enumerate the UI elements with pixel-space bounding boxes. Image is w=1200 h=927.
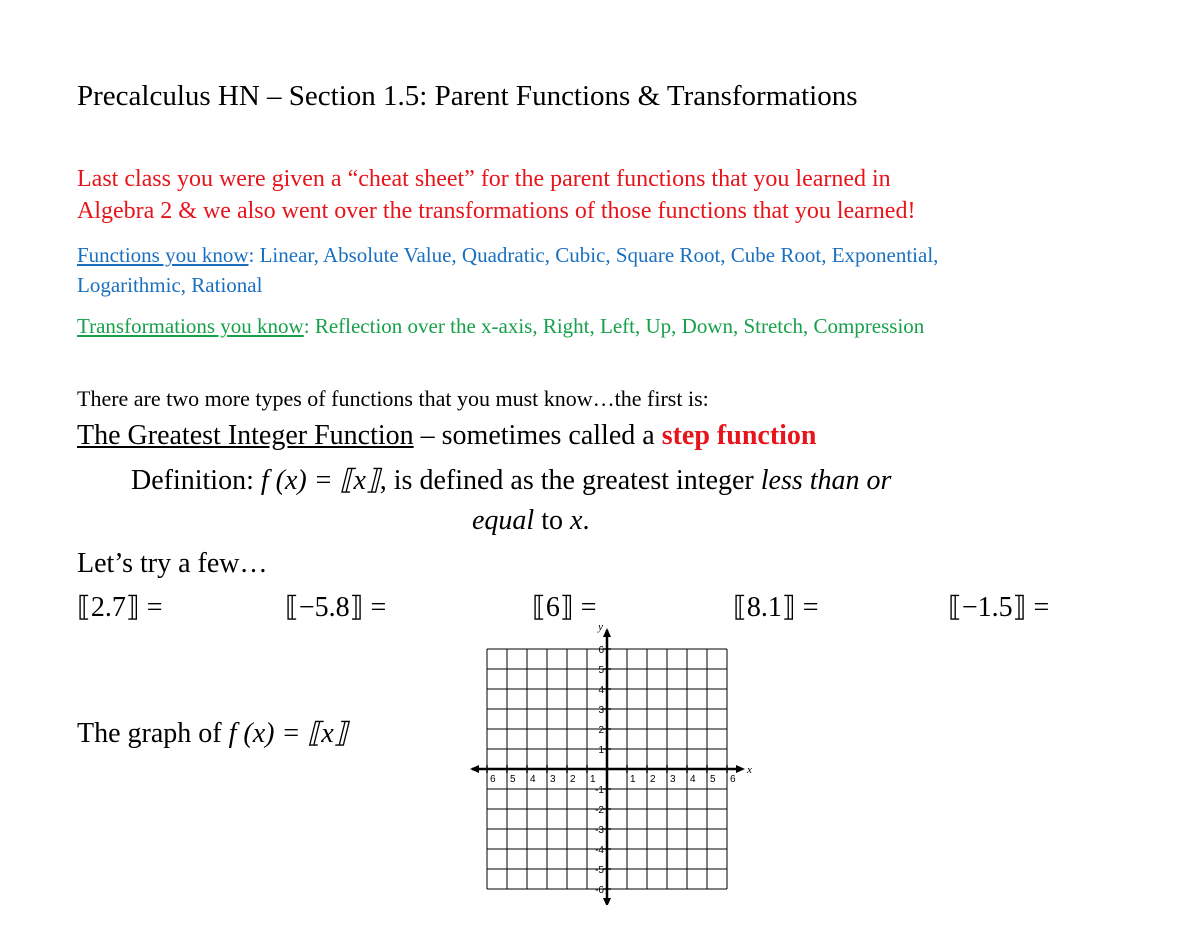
definition-to: to — [534, 505, 570, 536]
functions-you-know — [77, 240, 938, 300]
x-tick-label: 6 — [490, 774, 496, 785]
definition-text: , is defined as the greatest integer — [379, 465, 761, 496]
y-axis-arrow-down — [603, 898, 611, 905]
transformations-sep: : — [303, 314, 315, 338]
example-1: ⟦2.7⟧ = — [77, 592, 163, 623]
transformations-you-know — [77, 311, 924, 341]
y-tick-label: 1 — [598, 745, 604, 756]
y-tick-label: -5 — [595, 865, 604, 876]
section-heading — [77, 420, 817, 452]
step-function-term: step function — [661, 420, 817, 451]
y-tick-label: 5 — [598, 665, 604, 676]
y-tick-label: -2 — [595, 805, 604, 816]
definition-line-1 — [131, 463, 891, 497]
x-tick-label: 3 — [670, 774, 676, 785]
definition-line-2 — [472, 505, 589, 537]
y-tick-label: -3 — [595, 825, 604, 836]
example-2: ⟦−5.8⟧ = — [285, 592, 387, 623]
x-tick-label: 5 — [510, 774, 516, 785]
example-3: ⟦6⟧ = — [532, 592, 597, 623]
y-tick-label: 4 — [598, 685, 604, 696]
definition-x: x — [570, 505, 583, 536]
x-tick-label: 2 — [570, 774, 576, 785]
x-axis-arrow-left — [470, 765, 479, 773]
y-tick-label: -1 — [595, 785, 604, 796]
x-axis-label: x — [747, 764, 752, 776]
y-tick-label: -6 — [595, 885, 604, 896]
y-tick-label: 6 — [598, 645, 604, 656]
y-tick-label: -4 — [595, 845, 604, 856]
example-5: ⟦−1.5⟧ = — [948, 592, 1050, 623]
graph-label-formula: f (x) = ⟦x⟧ — [228, 718, 348, 749]
review-note-line-1: Last class you were given a “cheat sheet” for the parent functions that you learned in — [77, 166, 891, 192]
x-tick-label: 6 — [730, 774, 736, 785]
graph-label — [77, 716, 348, 750]
x-tick-label: 4 — [530, 774, 536, 785]
coordinate-grid — [470, 620, 760, 905]
x-tick-label: 1 — [630, 774, 636, 785]
gif-mid: – sometimes called a — [413, 420, 662, 451]
y-tick-label: 2 — [598, 725, 604, 736]
definition-emph-1: less than or — [760, 465, 892, 496]
lets-try-label: Let’s try a few… — [77, 548, 268, 579]
definition-emph-2: equal — [472, 505, 535, 536]
functions-list-2: Logarithmic, Rational — [77, 273, 263, 297]
x-tick-label: 5 — [710, 774, 716, 785]
x-tick-label: 2 — [650, 774, 656, 785]
page-title: Precalculus HN – Section 1.5: Parent Functions & Transformations — [77, 80, 858, 112]
gif-name: The Greatest Integer Function — [77, 420, 414, 451]
x-tick-label: 1 — [590, 774, 596, 785]
functions-list-1: Linear, Absolute Value, Quadratic, Cubic, Square Root, Cube Root, Exponential, — [259, 243, 939, 267]
x-tick-label: 3 — [550, 774, 556, 785]
functions-label: Functions you know — [77, 243, 249, 267]
intro-text: There are two more types of functions that you must know…the first is: — [77, 386, 709, 411]
x-tick-label: 4 — [690, 774, 696, 785]
y-tick-label: 3 — [598, 705, 604, 716]
review-note — [77, 163, 915, 227]
graph-label-text: The graph of — [77, 718, 229, 749]
review-note-line-2: Algebra 2 & we also went over the transformations of those functions that you learned! — [77, 198, 916, 224]
definition-formula: f (x) = ⟦x⟧ — [260, 465, 380, 496]
definition-end: . — [582, 505, 590, 536]
transformations-list: Reflection over the x-axis, Right, Left, Up, Down, Stretch, Compression — [314, 314, 925, 338]
example-4: ⟦8.1⟧ = — [733, 592, 819, 623]
functions-sep: : — [248, 243, 260, 267]
transformations-label: Transformations you know — [77, 314, 304, 338]
y-axis-label: y — [598, 621, 603, 633]
definition-prefix: Definition: — [131, 465, 261, 496]
y-axis-arrow-up — [603, 628, 611, 637]
x-axis-arrow-right — [736, 765, 745, 773]
